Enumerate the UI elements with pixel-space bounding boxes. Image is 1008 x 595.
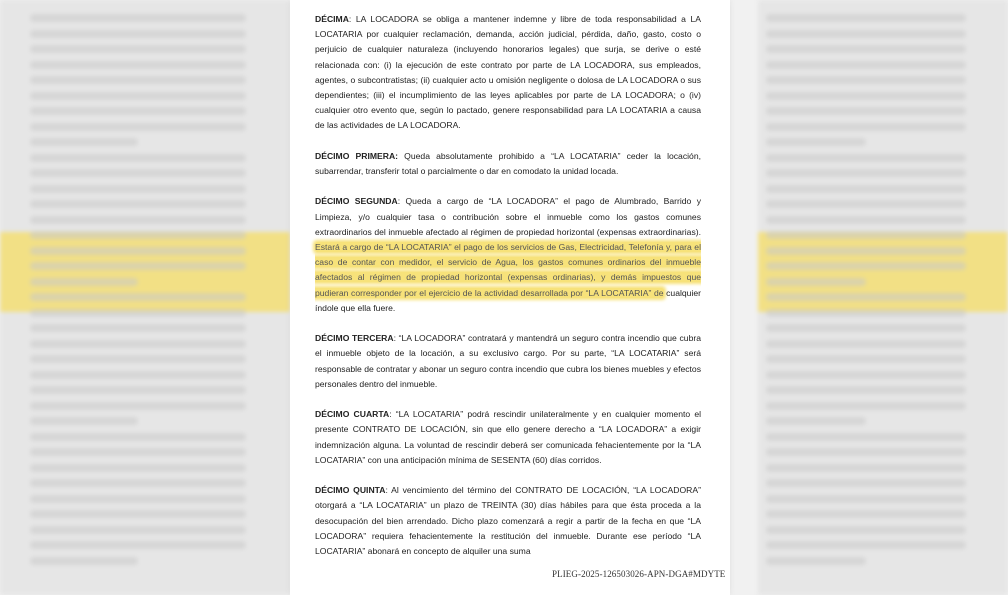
blurred-text-line bbox=[766, 324, 966, 332]
clause-text: LA LOCADORA se obliga a mantener indemne y libre de toda responsabilidad a LA LOCATARIA por cualquier reclamación, demanda, acción judicial, pérdida, daño, gasto, costo o perjuicio de cualquier naturaleza (incluyendo honorarios legales) que surja, se derive o esté relacionada con: (i) la ejecución de este contrato por parte de LA LOCADORA, sus empleados, agentes, o subcontratistas; (ii) cualquier acto u omisión negligente o dolosa de LA LOCADORA o sus dependientes; (iii) el incumplimiento de las leyes aplicables por parte de LA LOCADORA; o (iv) cualquier otro evento que, según lo pactado, genere responsabilidad para LA LOCATARIA a causa de las actividades de LA LOCADORA. bbox=[315, 14, 701, 131]
blurred-text-line bbox=[766, 417, 866, 425]
blurred-text-line bbox=[766, 309, 966, 317]
blurred-text-line bbox=[766, 92, 966, 100]
blurred-text-line bbox=[30, 495, 246, 503]
document-page bbox=[290, 0, 730, 595]
clause-title: DÉCIMA bbox=[315, 14, 349, 24]
blurred-text-line bbox=[766, 231, 966, 239]
blurred-text-line bbox=[766, 433, 966, 441]
blurred-text-line bbox=[766, 386, 966, 394]
blurred-text-line bbox=[30, 309, 246, 317]
blurred-text-line bbox=[766, 278, 866, 286]
blurred-text-line bbox=[766, 247, 966, 255]
blurred-text-line bbox=[30, 14, 246, 22]
clause-title: DÉCIMO TERCERA bbox=[315, 333, 394, 344]
blurred-text-line bbox=[30, 30, 246, 38]
blurred-background-left bbox=[0, 0, 290, 595]
clause-text: Al vencimiento del término del CONTRATO DE LOCACIÓN, “LA LOCADORA” otorgará a “LA LOCATARIA” un plazo de TREINTA (30) días hábiles para que ésta proceda a la desocupación del bien arrendado. Dicho plazo comenzará a regir a partir de la fecha en que “LA LOCADORA” requiera fehacientemente la restitución del inmueble. Durante ese período “LA LOCATARIA” abonará en concepto de alquiler una suma bbox=[315, 485, 701, 557]
blurred-text-line bbox=[30, 185, 246, 193]
blurred-text-line bbox=[30, 154, 246, 162]
clause-text: “LA LOCADORA” contratará y mantendrá un seguro contra incendio que cubra el inmueble objeto de la locación, a su exclusivo cargo. Por su parte, “LA LOCATARIA” será responsable de contratar y abonar un seguro contra incendio que cubra los bienes muebles y efectos personales dentro del inmueble. bbox=[315, 333, 701, 389]
blurred-text-line bbox=[30, 479, 246, 487]
blurred-text-line bbox=[30, 200, 246, 208]
blurred-text-line bbox=[766, 200, 966, 208]
blurred-text-line bbox=[766, 371, 966, 379]
blurred-text-line bbox=[766, 30, 966, 38]
blurred-text-line bbox=[766, 123, 966, 131]
blurred-text-line bbox=[30, 247, 246, 255]
blurred-text-line bbox=[766, 557, 866, 565]
blurred-text-line bbox=[766, 402, 966, 410]
blurred-text-line bbox=[30, 216, 246, 224]
blurred-text-line bbox=[30, 386, 246, 394]
blurred-text-line bbox=[766, 340, 966, 348]
blurred-text-line bbox=[30, 324, 246, 332]
clause-decimo-primera bbox=[315, 149, 701, 179]
blurred-text-line bbox=[30, 278, 138, 286]
blurred-text-line bbox=[30, 464, 246, 472]
blurred-text-line bbox=[766, 107, 966, 115]
blurred-text-line bbox=[30, 262, 246, 270]
blurred-text-line bbox=[766, 526, 966, 534]
blurred-text-line bbox=[766, 262, 966, 270]
blurred-text-line bbox=[766, 169, 966, 177]
clause-title: DÉCIMO CUARTA bbox=[315, 409, 390, 420]
highlighted-text: Estará a cargo de “LA LOCATARIA” el pago de los servicios de Gas, Electricidad, Telefonía y, para el caso de contar con medidor, el servicio de Agua, los gastos comunes ordinarios del inmueble afectados al régimen de propiedad horizontal (expensas ordinarias), y demás impuestos que pudieran corresponder por el ejercicio de la actividad desarrollada por “LA LOCATARIA” de bbox=[315, 242, 701, 298]
blurred-text-line bbox=[30, 448, 246, 456]
blurred-text-line bbox=[30, 231, 246, 239]
clause-decima: DÉCIMA: LA LOCADORA se obliga a mantener indemne y libre de toda responsabilidad a LA LOCATARIA por cualquier reclamación, demanda, acción judicial, pérdida, daño, gasto, costo o perjuicio de cualquier naturaleza (incluyendo honorarios legales) que surja, se derive o esté relacionada con: (i) la ejecución de este contrato por parte de LA LOCADORA, sus empleados, agentes, o subcontratistas; (ii) cualquier acto u omisión negligente o dolosa de LA LOCADORA o sus dependientes; (iii) el incumplimiento de las leyes aplicables por parte de LA LOCADORA; o (iv) cualquier otro evento que, según lo pactado, genere responsabilidad para LA LOCATARIA a causa de las actividades de LA LOCADORA. bbox=[315, 14, 701, 131]
clause-title: DÉCIMO PRIMERA: bbox=[315, 150, 399, 161]
blurred-text-line bbox=[766, 541, 966, 549]
blurred-text-line bbox=[30, 138, 138, 146]
blurred-text-line bbox=[30, 92, 246, 100]
blurred-text-line bbox=[30, 510, 246, 518]
blurred-text-line bbox=[766, 61, 966, 69]
blurred-text-line bbox=[766, 448, 966, 456]
blurred-text-line bbox=[30, 169, 246, 177]
blurred-text-line bbox=[766, 138, 866, 146]
blurred-text-line bbox=[30, 371, 246, 379]
clause-text-after: cualquier índole que ella fuere. bbox=[315, 287, 702, 313]
document-reference-code: PLIEG-2025-126503026-APN-DGA#MDYTE bbox=[552, 569, 726, 579]
blurred-text-line bbox=[30, 355, 246, 363]
blurred-text-line bbox=[30, 123, 246, 131]
clause-decimo-segunda: DÉCIMO SEGUNDA: Queda a cargo de “LA LOCADORA” el pago de Alumbrado, Barrido y Limpieza, y/o cualquier tasa o contribución sobre el inmueble como los gastos comunes extraordinarios del inmueble afectado al régimen de propiedad horizontal (expensas extraordinarias). Estará a cargo de “LA LOCATARIA” el pago de los servicios de Gas, Electricidad, Telefonía y, para el caso de contar con medidor, el servicio de Agua, los gastos comunes ordinarios del inmueble afectados al régimen de propiedad horizontal (expensas ordinarias), y demás impuestos que pudieran corresponder por el ejercicio de la actividad desarrollada por “LA LOCATARIA” de cualquier índole que ella fuere. bbox=[315, 196, 702, 313]
clause-text: “LA LOCATARIA” podrá rescindir unilateralmente y en cualquier momento el presente CONTRATO DE LOCACIÓN, sin que ello genere derecho a “LA LOCADORA” a exigir indemnización alguna. La voluntad de rescindir deberá ser comunicada fehacientemente por la “LA LOCATARIA” con una anticipación mínima de SESENTA (60) días corridos. bbox=[315, 409, 702, 465]
blurred-text-line bbox=[766, 185, 966, 193]
blurred-text-line bbox=[766, 355, 966, 363]
blurred-text-line bbox=[766, 45, 966, 53]
blurred-text-line bbox=[766, 464, 966, 472]
blurred-text-line bbox=[30, 107, 246, 115]
blurred-text-line bbox=[766, 479, 966, 487]
blurred-text-line bbox=[30, 402, 246, 410]
blurred-text-line bbox=[30, 340, 246, 348]
blurred-text-line bbox=[766, 76, 966, 84]
blurred-text-line bbox=[30, 293, 246, 301]
blurred-text-line bbox=[30, 557, 138, 565]
clause-decimo-quinta: DÉCIMO QUINTA: Al vencimiento del término del CONTRATO DE LOCACIÓN, “LA LOCADORA” otorgará a “LA LOCATARIA” un plazo de TREINTA (30) días hábiles para que ésta proceda a la desocupación del bien arrendado. Dicho plazo comenzará a regir a partir de la fecha en que “LA LOCADORA” requiera fehacientemente la restitución del inmueble. Durante ese período “LA LOCATARIA” abonará en concepto de alquiler una suma bbox=[315, 485, 701, 557]
clause-title: DÉCIMO QUINTA bbox=[315, 485, 386, 496]
blurred-text-line bbox=[30, 76, 246, 84]
blurred-text-line bbox=[766, 495, 966, 503]
blurred-background-right bbox=[758, 0, 1008, 595]
blurred-text-line bbox=[30, 526, 246, 534]
blurred-text-line bbox=[30, 61, 246, 69]
document-body bbox=[315, 12, 701, 574]
blurred-text-line bbox=[766, 216, 966, 224]
blurred-text-line bbox=[766, 293, 966, 301]
blurred-text-line bbox=[766, 154, 966, 162]
blurred-text-line bbox=[30, 45, 246, 53]
blurred-text-line bbox=[766, 14, 966, 22]
clause-decimo-tercera: DÉCIMO TERCERA: “LA LOCADORA” contratará y mantendrá un seguro contra incendio que cubra el inmueble objeto de la locación, a su exclusivo cargo. Por su parte, “LA LOCATARIA” será responsable de contratar y abonar un seguro contra incendio que cubra los bienes muebles y efectos personales dentro del inmueble. bbox=[315, 333, 701, 389]
clause-decimo-cuarta: DÉCIMO CUARTA: “LA LOCATARIA” podrá rescindir unilateralmente y en cualquier momento el presente CONTRATO DE LOCACIÓN, sin que ello genere derecho a “LA LOCADORA” a exigir indemnización alguna. La voluntad de rescindir deberá ser comunicada fehacientemente por la “LA LOCATARIA” con una anticipación mínima de SESENTA (60) días corridos. bbox=[315, 409, 702, 465]
clause-text: Queda a cargo de “LA LOCADORA” el pago de Alumbrado, Barrido y Limpieza, y/o cualquier tasa o contribución sobre el inmueble como los gastos comunes extraordinarios del inmueble afectado al régimen de propiedad horizontal (expensas extraordinarias). bbox=[315, 196, 701, 237]
blurred-text-line bbox=[30, 433, 246, 441]
blurred-text-line bbox=[30, 417, 138, 425]
clause-title: DÉCIMO SEGUNDA bbox=[315, 196, 398, 207]
blurred-text-line bbox=[30, 541, 246, 549]
clause-text: Queda absolutamente prohibido a “LA LOCATARIA” ceder la locación, subarrendar, transferir total o parcialmente o dar en comodato la unidad locada. bbox=[315, 150, 701, 177]
blurred-text-line bbox=[766, 510, 966, 518]
